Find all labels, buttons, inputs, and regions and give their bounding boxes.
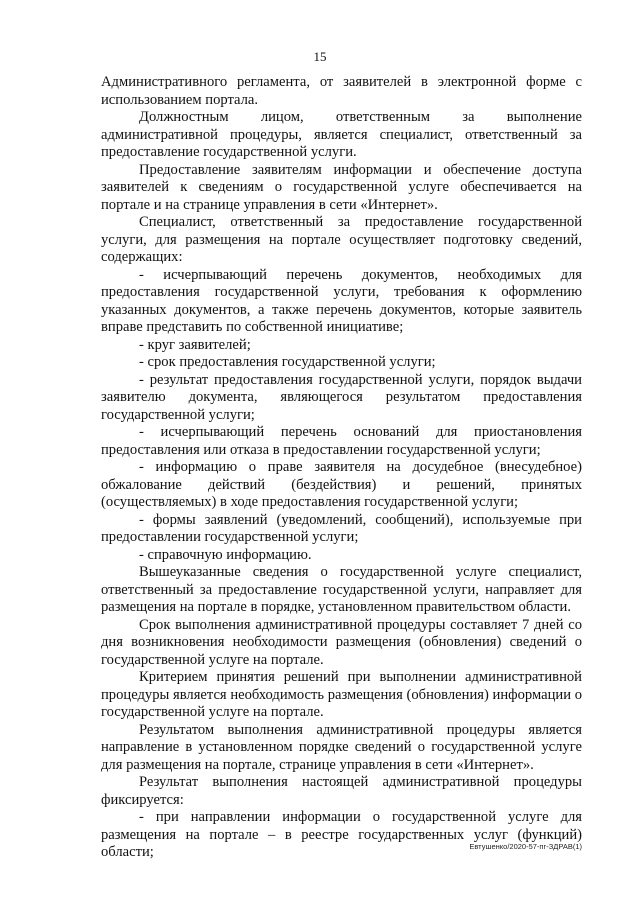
list-item: - результат предоставления государственной услуги, порядок выдачи заявителю документа, являющегося результатом предоставления государственной услуги;: [101, 371, 582, 423]
list-item: - круг заявителей;: [139, 336, 251, 353]
list-item: - исчерпывающий перечень оснований для приостановления предоставления или отказа в предоставлении государственной услуги;: [101, 424, 582, 458]
paragraph: Должностным лицом, ответственным за выполнение административной процедуры, является специалист, ответственный за предоставление государственной услуги.: [101, 109, 582, 160]
paragraph: Критерием принятия решений при выполнении административной процедуры является необходимость размещения (обновления) информации о государственной услуге на портале.: [101, 669, 582, 720]
list-item: - при направлении информации о государственной услуге для размещения на портале – в реестре государственных услуг (функций) области;: [101, 809, 582, 860]
paragraph: Вышеуказанные сведения о государственной услуге специалист, ответственный за предоставление государственной услуги, направляет для размещения на портале в порядке, установленном правительством области.: [101, 564, 582, 615]
list-item: - справочную информацию.: [139, 546, 312, 563]
document-code: Евтушенко/2020-57-пг-ЗДРАВ(1): [469, 842, 582, 851]
paragraph: Специалист, ответственный за предоставление государственной услуги, для размещения на портале осуществляет подготовку сведений, содержащих:: [101, 214, 582, 265]
paragraph: Срок выполнения административной процедуры составляет 7 дней со дня возникновения необходимости размещения (обновления) сведений о государственной услуге на портале.: [101, 616, 582, 668]
list-item: - информацию о праве заявителя на досудебное (внесудебное) обжалование действий (бездействия) и решений, принятых (осуществляемых) в ходе предоставления государственной услуги;: [101, 459, 582, 510]
page-number: 15: [313, 49, 327, 64]
list-item: - исчерпывающий перечень документов, необходимых для предоставления государственной услуги, требования к оформлению указанных документов, а также перечень документов, которые заявитель вправе представить по собственной инициативе;: [101, 266, 582, 335]
list-item: - срок предоставления государственной услуги;: [139, 354, 436, 370]
paragraph: Предоставление заявителям информации и обеспечение доступа заявителей к сведениям о государственной услуге обеспечивается на портале и на странице управления в сети «Интернет».: [101, 161, 582, 213]
paragraph: Результатом выполнения административной процедуры является направление в установленном порядке сведений о государственной услуге для размещения на портале, странице управления в сети «Интернет».: [101, 721, 582, 773]
paragraph: Административного регламента, от заявителей в электронной форме с использованием портала.: [101, 74, 582, 108]
document-body: [101, 74, 582, 862]
list-item: - формы заявлений (уведомлений, сообщений), используемые при предоставлении государственной услуги;: [101, 511, 582, 545]
paragraph: Результат выполнения настоящей административной процедуры фиксируется:: [101, 774, 582, 808]
